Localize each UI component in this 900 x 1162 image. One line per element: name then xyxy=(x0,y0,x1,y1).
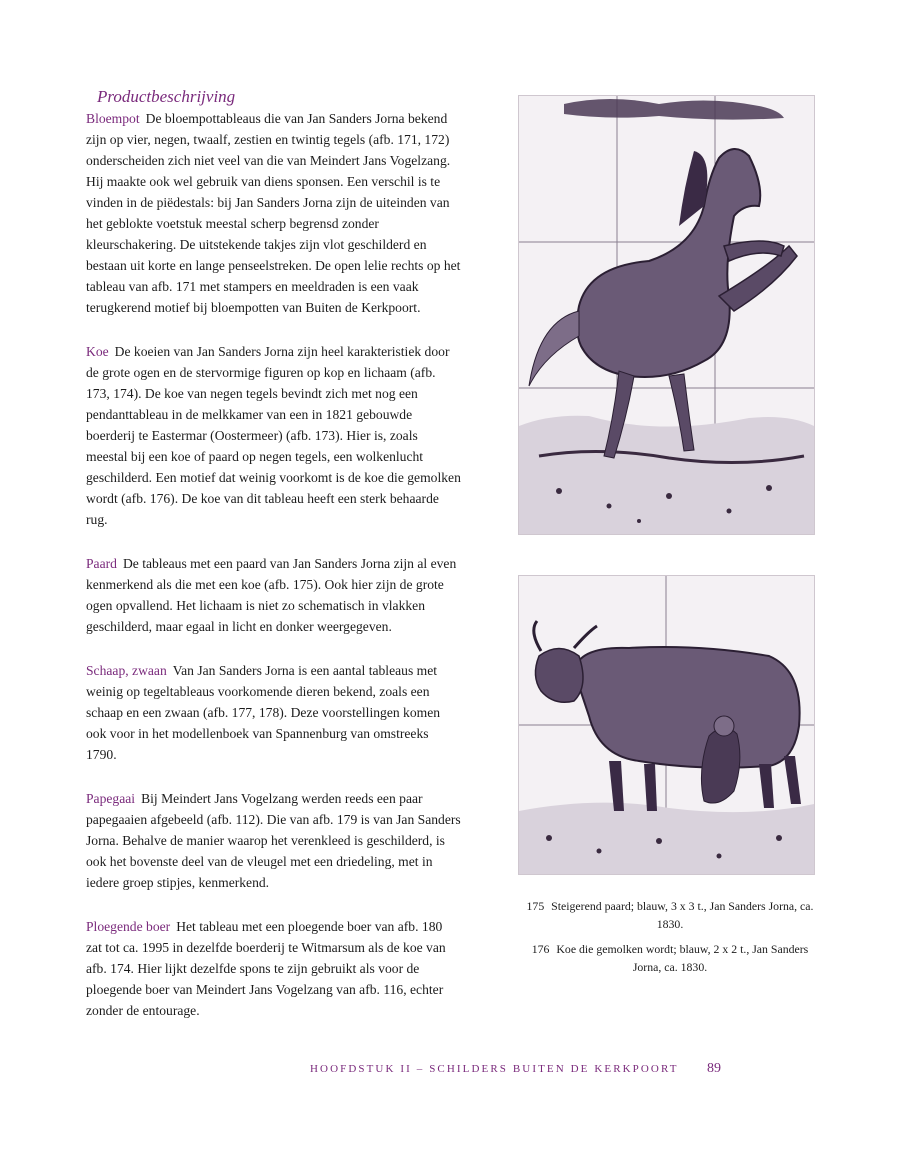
caption-number: 175 xyxy=(526,899,545,913)
paragraph-term: Paard xyxy=(86,556,117,571)
paragraph-term: Koe xyxy=(86,344,109,359)
paragraph-papegaai xyxy=(86,788,461,893)
paragraph-term: Ploegende boer xyxy=(86,919,171,934)
text-column xyxy=(86,108,461,1044)
caption-text: Koe die gemolken wordt; blauw, 2 x 2 t., Jan Sanders Jorna, ca. 1830. xyxy=(556,942,809,974)
rearing-horse-illustration xyxy=(519,96,814,534)
paragraph-koe xyxy=(86,341,461,530)
paragraph-text: Bij Meindert Jans Vogelzang werden reeds een paar papegaaien afgebeeld (afb. 112). Die van afb. 179 is van Jan Sanders Jorna. Behalve de manier waarop het verenkleed is geschilderd, is ook het bovenste deel van de vleugel met een driedeling, met in iedere groep stipjes, kenmerkend. xyxy=(86,791,461,890)
paragraph-text: De bloempottableaus die van Jan Sanders Jorna bekend zijn op vier, negen, twaalf, zestien en twintig tegels (afb. 171, 172) onderscheiden zich niet veel van die van Meindert Jans Vogelzang. Hij maakte ook wel gebruik van diens sponsen. Een verschil is te vinden in de piëdestals: bij Jan Sanders Jorna zijn de uiteinden van het geblokte voetstuk meestal scherp begrensd zonder kleurschakering. De uitstekende takjes zijn vlot geschilderd en bestaan uit korte en lange penseelstreken. De open lelie rechts op het tableau van afb. 171 met stampers en meeldraden is een vaak terugkerend motief bij bloempotten van Buiten de Kerkpoort. xyxy=(86,111,461,315)
caption-176 xyxy=(520,940,820,976)
caption-number: 176 xyxy=(531,942,550,956)
paragraph-schaap-zwaan xyxy=(86,660,461,765)
running-footer: HOOFDSTUK II – SCHILDERS BUITEN DE KERKPOORT xyxy=(310,1063,679,1075)
caption-text: Steigerend paard; blauw, 3 x 3 t., Jan Sanders Jorna, ca. 1830. xyxy=(551,899,814,931)
paragraph-term: Schaap, zwaan xyxy=(86,663,167,678)
caption-175 xyxy=(520,897,820,933)
paragraph-text: De tableaus met een paard van Jan Sanders Jorna zijn al even kenmerkend als die met een koe (afb. 175). Ook hier zijn de grote ogen opvallend. Het lichaam is niet zo schematisch in vlakken geschilderd, maar egaal in licht en donker weergegeven. xyxy=(86,556,457,634)
figure-captions xyxy=(520,897,820,983)
page-number: 89 xyxy=(707,1061,721,1076)
paragraph-paard xyxy=(86,553,461,637)
milking-cow-illustration xyxy=(519,576,814,874)
figure-rearing-horse-tiles xyxy=(518,95,815,535)
paragraph-bloempot xyxy=(86,108,461,318)
figure-milking-cow-tiles xyxy=(518,575,815,875)
paragraph-term: Papegaai xyxy=(86,791,136,806)
paragraph-ploegende-boer xyxy=(86,916,461,1021)
paragraph-text: Het tableau met een ploegende boer van afb. 180 zat tot ca. 1995 in dezelfde boerderij te Witmarsum als de koe van afb. 174. Hier lijkt dezelfde spons te zijn gebruikt als voor de ploegende boer van Meindert Jans Vogelzang van afb. 116, echter zonder de entourage. xyxy=(86,919,446,1018)
paragraph-text: Van Jan Sanders Jorna is een aantal tableaus met weinig op tegeltableaus voorkomende dieren bekend, zoals een schaap en een zwaan (afb. 177, 178). Deze voorstellingen komen ook voor in het modellenboek van Spannenburg van omstreeks 1790. xyxy=(86,663,441,762)
paragraph-text: De koeien van Jan Sanders Jorna zijn heel karakteristiek door de grote ogen en de stervormige figuren op kop en lichaam (afb. 173, 174). De koe van negen tegels bevindt zich met nog een pendanttableau in de melkkamer van een in 1821 gebouwde boerderij te Eastermar (Oostermeer) (afb. 173). Hier is, zoals meestal bij een koe of paard op negen tegels, een wolkenlucht geschilderd. Een motief dat weinig voorkomt is de koe die gemolken wordt (afb. 176). De koe van dit tableau heeft een sterk behaarde rug. xyxy=(86,344,461,527)
section-heading: Productbeschrijving xyxy=(97,87,236,106)
paragraph-term: Bloempot xyxy=(86,111,140,126)
